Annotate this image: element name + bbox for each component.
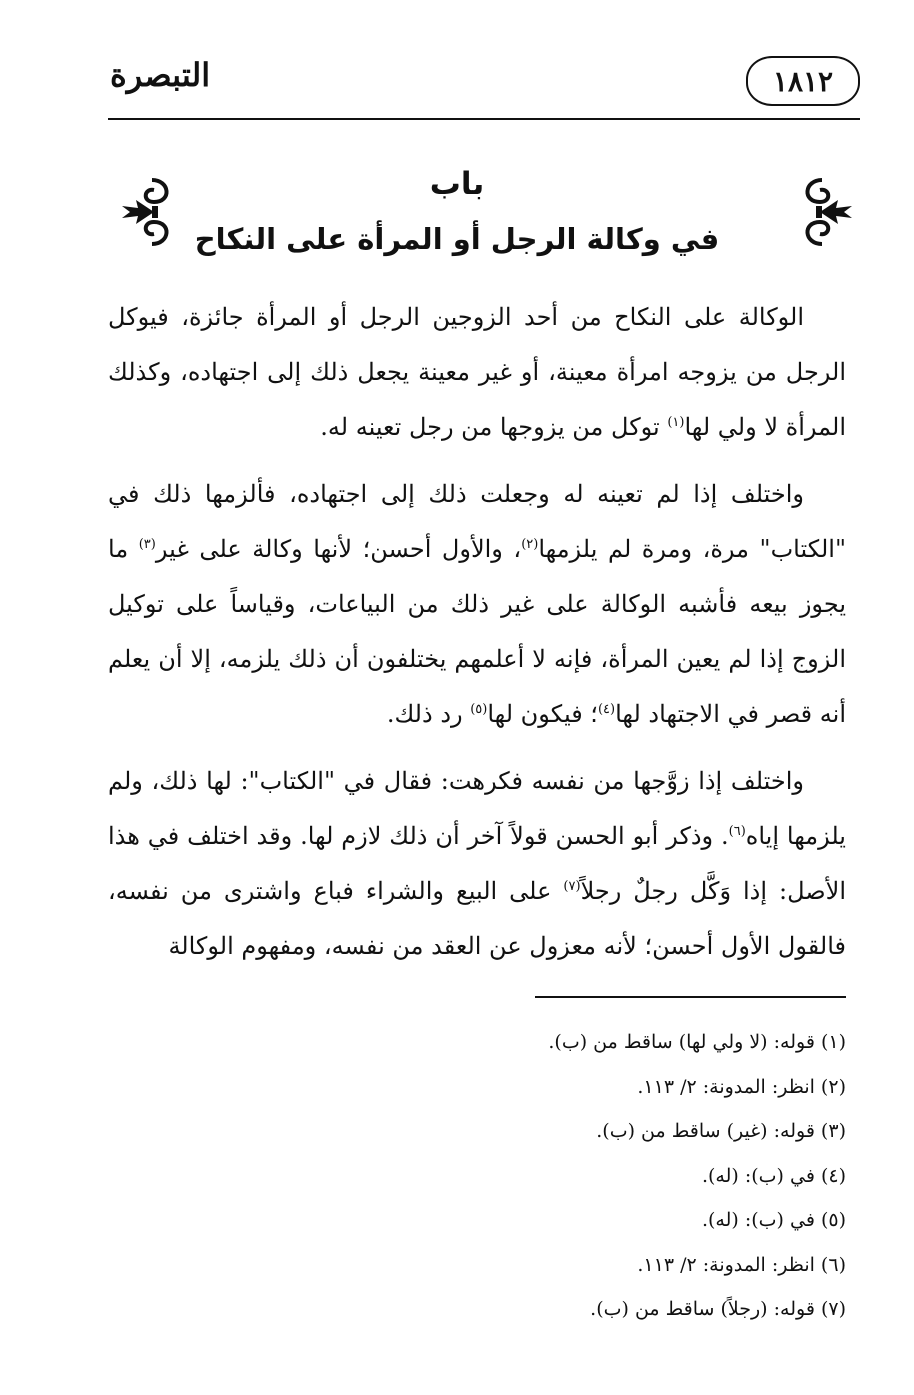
paragraph	[108, 754, 846, 974]
paragraph-text: ، والأول أحسن؛ لأنها وكالة على غير	[155, 535, 522, 563]
paragraph-text: . وذكر أبو الحسن قولاً آخر أن ذلك لازم لها. وقد اختلف في هذا الأصل: إذا وَكَّل رجلٌ رجلاً	[108, 822, 846, 905]
page-header	[108, 52, 860, 124]
paragraph-text: ؛ فيكون لها	[487, 700, 598, 728]
paragraph-text: واختلف إذا لم تعينه له وجعلت ذلك إلى اجتهاده، فألزمها ذلك في "الكتاب" مرة، ومرة لم يلزمها	[108, 480, 847, 563]
page-number: ١٨١٢	[772, 64, 834, 98]
footnote-marker[interactable]: (٤)	[597, 702, 616, 717]
footnote: (٤) في (ب): (له).	[701, 1164, 846, 1187]
footnote-marker[interactable]: (٥)	[470, 702, 488, 717]
paragraph	[108, 467, 846, 742]
footnote: (٦) انظر: المدونة: ٢/ ١١٣.	[637, 1253, 846, 1276]
footnote-marker[interactable]: (٣)	[138, 537, 156, 552]
header-rule	[108, 118, 860, 120]
footnotes	[548, 1020, 846, 1332]
footnote: (٧) قوله: (رجلاً) ساقط من (ب).	[590, 1298, 846, 1320]
paragraph	[108, 290, 846, 455]
chapter-label: باب	[429, 166, 485, 202]
footnote-separator	[535, 996, 846, 998]
book-title: التبصرة	[110, 56, 211, 94]
footnote-marker[interactable]: (٦)	[728, 824, 746, 839]
page-number-frame	[746, 56, 860, 106]
body-text	[108, 290, 846, 974]
footnote: (٣) قوله: (غير) ساقط من (ب).	[596, 1120, 846, 1142]
paragraph-text: ما يجوز بيعه فأشبه الوكالة على غير ذلك من البياعات، وقياساً على توكيل الزوج إذا لم يعين المرأة، فإنه لا أعلمهم يختلفون أن ذلك يلزمه، إلا أن يعلم أنه قصر في الاجتهاد لها	[108, 535, 846, 728]
footnote: (٥) في (ب): (له).	[701, 1209, 846, 1231]
footnote: (١) قوله: (لا ولي لها) ساقط من (ب).	[548, 1031, 846, 1053]
paragraph-text: رد ذلك.	[386, 700, 471, 728]
chapter-title: في وكالة الرجل أو المرأة على النكاح	[194, 222, 720, 256]
footnote-marker[interactable]: (٢)	[521, 537, 539, 552]
footnote: (٢) انظر: المدونة: ٢/ ١١٣.	[637, 1075, 846, 1098]
paragraph-text: الوكالة على النكاح من أحد الزوجين الرجل أو المرأة جائزة، فيوكل الرجل من يزوجه امرأة معينة، أو غير معينة يجعل ذلك إلى اجتهاده، وكذلك المرأة لا ولي لها	[108, 303, 846, 441]
paragraph-text: توكل من يزوجها من رجل تعينه له.	[320, 413, 668, 441]
paragraph-text: واختلف إذا زوَّجها من نفسه فكرهت: فقال في "الكتاب": لها ذلك، ولم يلزمها إياه	[108, 767, 846, 850]
paragraph-text: على البيع والشراء فباع واشترى من نفسه، فالقول الأول أحسن؛ لأنه معزول عن العقد من نفسه، ومفهوم الوكالة	[108, 877, 846, 960]
footnote-marker[interactable]: (١)	[667, 415, 685, 430]
footnote-marker[interactable]: (٧)	[563, 879, 581, 894]
